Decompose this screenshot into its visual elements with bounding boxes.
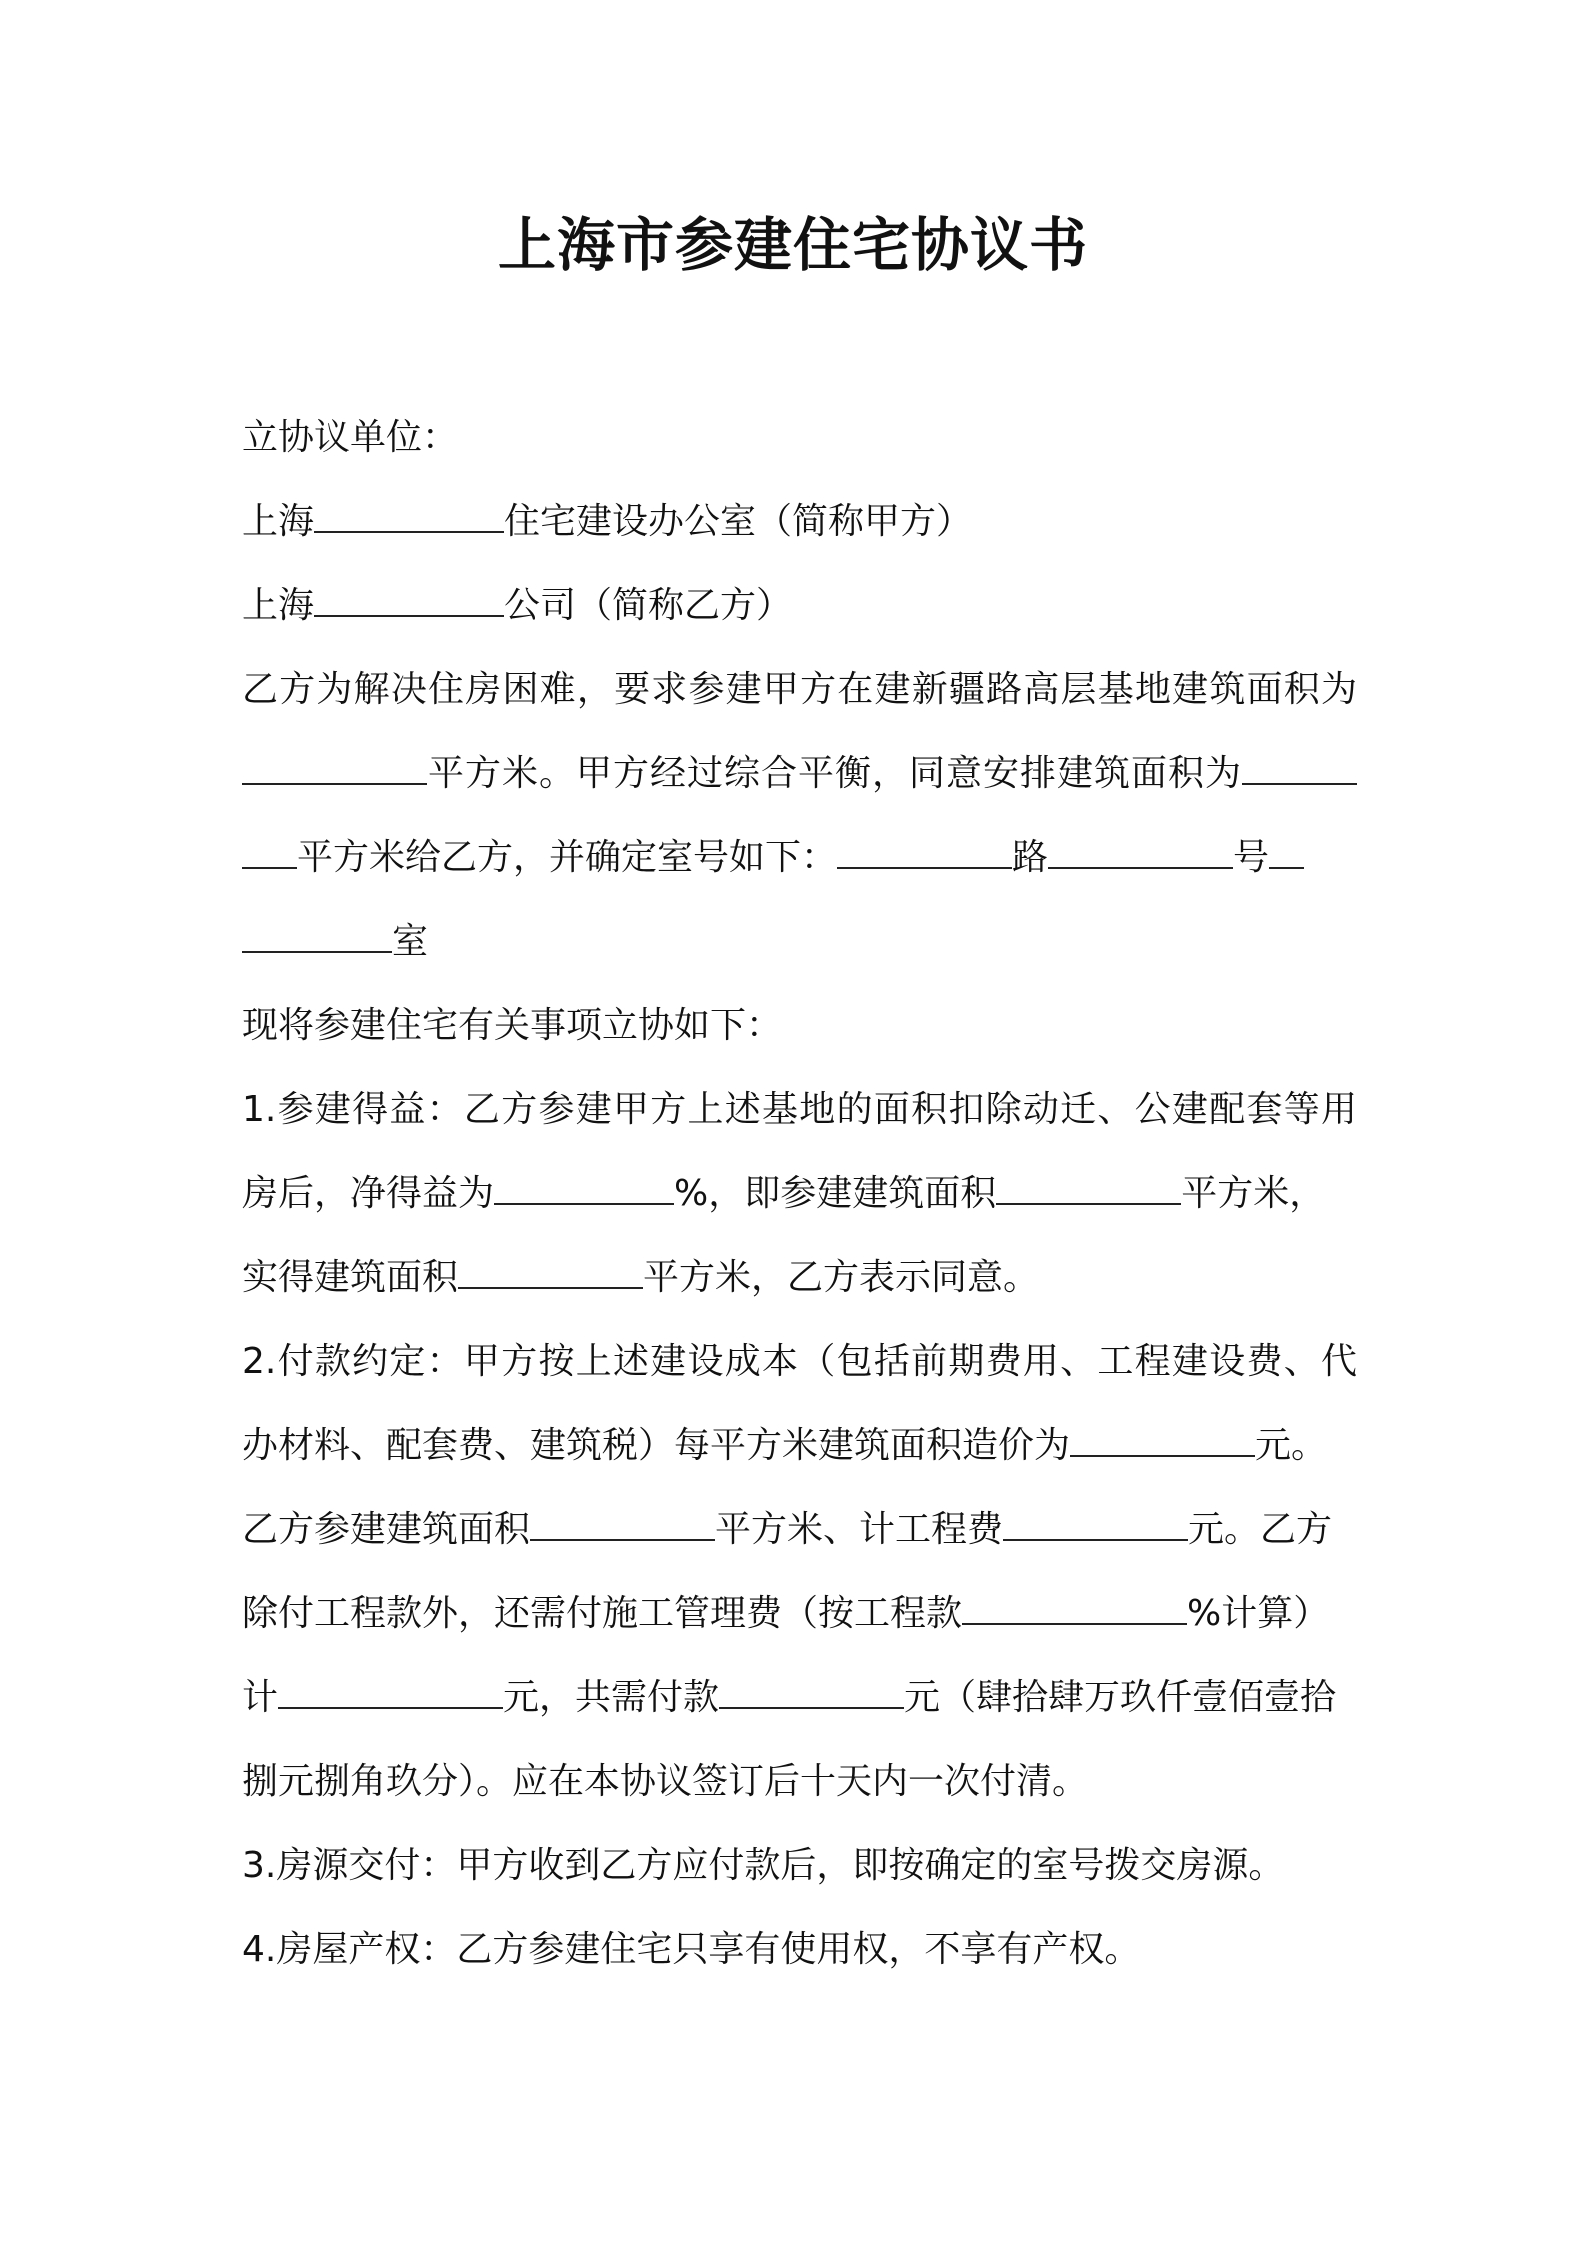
clause-3-line [242,1824,1357,1908]
clause-2-line-1 [242,1320,1357,1404]
actual-area-blank [458,1257,643,1289]
clause-2-text-2b: 元。 [1255,1425,1328,1466]
clause-2-text-1: 2.付款约定：甲方按上述建设成本（包括前期费用、工程建设费、代 [242,1341,1357,1382]
clause-2-text-4a: 除付工程款外，还需付施工管理费（按工程款 [242,1593,963,1634]
road-label: 路 [1012,837,1049,878]
clause-2-text-3c: 元。乙方 [1188,1509,1333,1550]
clause-2-text-4b: %计算） [1187,1593,1330,1634]
management-fee-percent-blank [962,1593,1187,1625]
unit-price-blank [1070,1425,1255,1457]
parties-heading [242,396,1357,480]
clause-2-area-blank [530,1509,715,1541]
room-label: 室 [392,921,429,962]
participating-area-blank [996,1173,1181,1205]
number-blank [1048,837,1233,869]
clause-2-line-5 [242,1656,1357,1740]
room-blank-start [1269,837,1304,869]
party-a-blank [314,501,504,533]
party-a-line [242,480,1357,564]
clause-2-line-4 [242,1572,1357,1656]
clause-1-text-2b: %，即参建建筑面积 [674,1173,997,1214]
party-a-prefix: 上海 [242,501,315,542]
party-b-line [242,564,1357,648]
clause-2-text-2a: 办材料、配套费、建筑税）每平方米建筑面积造价为 [242,1425,1071,1466]
clause-1-line-1 [242,1068,1357,1152]
clause-1-text-2c: 平方米， [1181,1173,1326,1214]
intro-line-4 [242,900,1357,984]
road-blank [837,837,1012,869]
number-label: 号 [1233,837,1270,878]
intro-text-1: 乙方为解决住房困难，要求参建甲方在建新疆路高层基地建筑面积为 [242,669,1357,710]
intro-text-3: 平方米给乙方，并确定室号如下： [297,837,838,878]
intro-line-2 [242,732,1357,816]
allocated-area-blank-start [1242,753,1357,785]
party-a-suffix: 住宅建设办公室（简称甲方） [504,501,973,542]
intro-text-2: 平方米。甲方经过综合平衡，同意安排建筑面积为 [427,753,1242,794]
room-blank-end [242,921,392,953]
party-b-blank [314,585,504,617]
party-b-suffix: 公司（简称乙方） [504,585,793,626]
matters-heading [242,984,1357,1068]
total-payment-blank [719,1677,904,1709]
matters-heading-text: 现将参建住宅有关事项立协如下： [242,1005,783,1046]
management-fee-blank [278,1677,503,1709]
clause-2-line-2 [242,1404,1357,1488]
clause-2-text-5a: 计 [242,1677,279,1718]
building-area-blank [242,753,427,785]
intro-line-3 [242,816,1357,900]
clause-3-text: 3.房源交付：甲方收到乙方应付款后，即按确定的室号拨交房源。 [242,1845,1285,1886]
clause-1-line-2 [242,1152,1357,1236]
clause-4-line [242,1908,1357,1992]
clause-2-line-6 [242,1740,1357,1824]
document-body [242,396,1357,1992]
construction-fee-blank [1003,1509,1188,1541]
allocated-area-blank-end [242,837,297,869]
clause-1-text-3a: 实得建筑面积 [242,1257,459,1298]
clause-4-text: 4.房屋产权：乙方参建住宅只享有使用权，不享有产权。 [242,1929,1141,1970]
clause-1-line-3 [242,1236,1357,1320]
intro-line-1 [242,648,1357,732]
clause-1-text-1: 1.参建得益：乙方参建甲方上述基地的面积扣除动迁、公建配套等用 [242,1089,1357,1130]
clause-2-text-5c: 元（肆拾肆万玖仟壹佰壹拾 [904,1677,1337,1718]
parties-heading-text: 立协议单位： [242,417,459,458]
clause-1-text-3b: 平方米，乙方表示同意。 [643,1257,1040,1298]
clause-2-text-3a: 乙方参建建筑面积 [242,1509,531,1550]
clause-2-text-5b: 元，共需付款 [503,1677,720,1718]
net-gain-percent-blank [494,1173,674,1205]
clause-2-line-3 [242,1488,1357,1572]
party-b-prefix: 上海 [242,585,315,626]
document-title: 上海市参建住宅协议书 [497,211,1088,279]
clause-2-text-3b: 平方米、计工程费 [715,1509,1004,1550]
clause-2-text-6: 捌元捌角玖分）。应在本协议签订后十天内一次付清。 [242,1761,1089,1802]
clause-1-text-2a: 房后，净得益为 [242,1173,495,1214]
